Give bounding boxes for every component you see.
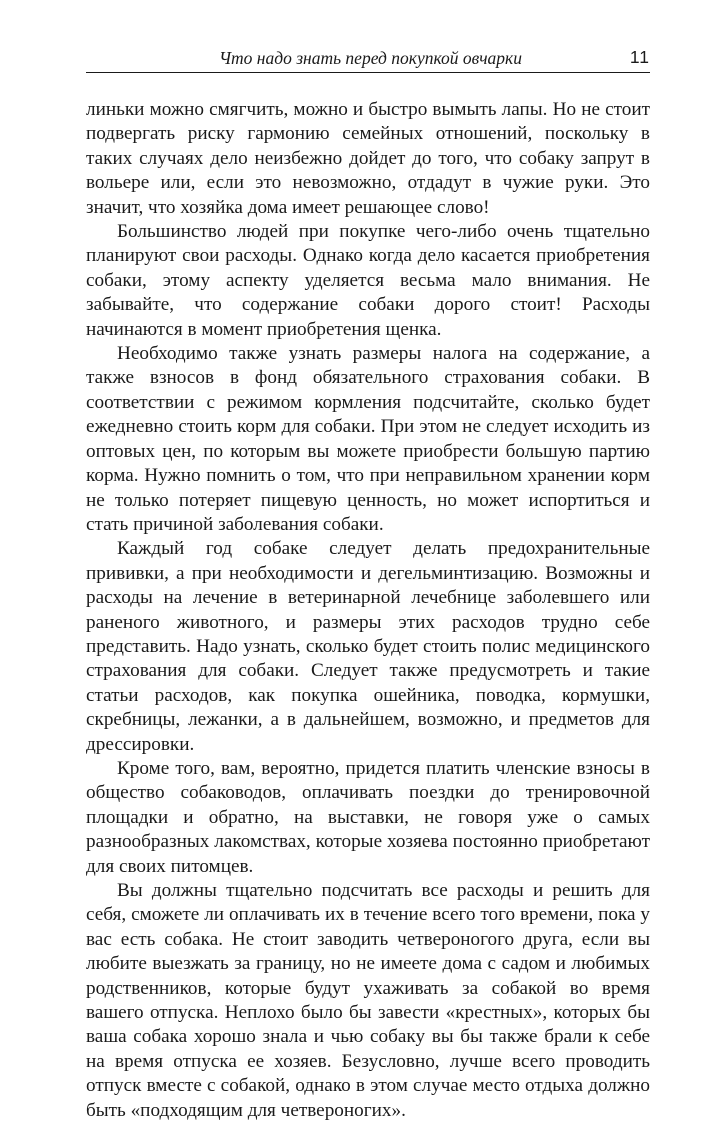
paragraph: Каждый год собаке следует делать предохранительные прививки, а при необходимости и дегельминтизацию. Возможны и расходы на лечение в ветеринарной лечебнице заболевшего или раненого животного, и размеры этих расходов трудно себе представить. Надо узнать, сколько будет стоить полис медицинского страхования для собаки. Следует также предусмотреть и такие статьи расходов, как покупка ошейника, поводка, кормушки, скребницы, лежанки, а в дальнейшем, возможно, и предметов для дрессировки. — [86, 538, 650, 755]
paragraph: Кроме того, вам, вероятно, придется платить членские взносы в общество собаководов, оплачивать поездки до тренировочной площадки и обратно, на выставки, не говоря уже о самых разнообразных лакомствах, которые хозяева постоянно приобретают для своих питомцев. — [86, 757, 650, 877]
paragraph: Большинство людей при покупке чего-либо очень тщательно планируют свои расходы. Однако когда дело касается приобретения собаки, этому аспекту уделяется весьма мало внимания. Не забывайте, что содержание собаки дорого стоит! Расходы начинаются в момент приобретения щенка. — [86, 221, 650, 340]
header-rule — [86, 72, 650, 73]
body-text — [86, 98, 650, 1123]
page-number: 11 — [629, 47, 650, 67]
paragraph: Необходимо также узнать размеры налога на содержание, а также взносов в фонд обязательного страхования собаки. В соответствии с режимом кормления подсчитайте, сколько будет ежедневно стоить корм для собаки. При этом не следует исходить из оптовых цен, по которым вы можете приобрести большую партию корма. Нужно помнить о том, что при неправильном хранении корм не только потеряет пищевую ценность, но может испортиться и стать причиной заболевания собаки. — [86, 343, 650, 535]
paragraph: линьки можно смягчить, можно и быстро вымыть лапы. Но не стоит подвергать риску гармонию семейных отношений, поскольку в таких случаях дело неизбежно дойдет до того, что собаку запрут в вольере или, если это невозможно, отдадут в чужие руки. Это значит, что хозяйка дома имеет решающее слово! — [86, 99, 650, 218]
running-header — [86, 46, 650, 72]
running-title: Что надо знать перед покупкой овчарки — [218, 48, 522, 68]
paragraph: Вы должны тщательно подсчитать все расходы и решить для себя, сможете ли оплачивать их в течение всего того времени, пока у вас есть собака. Не стоит заводить четвероногого друга, если вы любите выезжать за границу, но не имеете дома с садом и любимых родственников, которые будут ухаживать за собакой во время вашего отпуска. Неплохо было бы завести «крестных», которых бы ваша собака хорошо знала и чью собаку вы бы также брали к себе на время отпуска ее хозяев. Безусловно, лучше всего проводить отпуск вместе с собакой, однако в этом случае место отдыха должно быть «подходящим для четвероногих». — [86, 880, 650, 1121]
